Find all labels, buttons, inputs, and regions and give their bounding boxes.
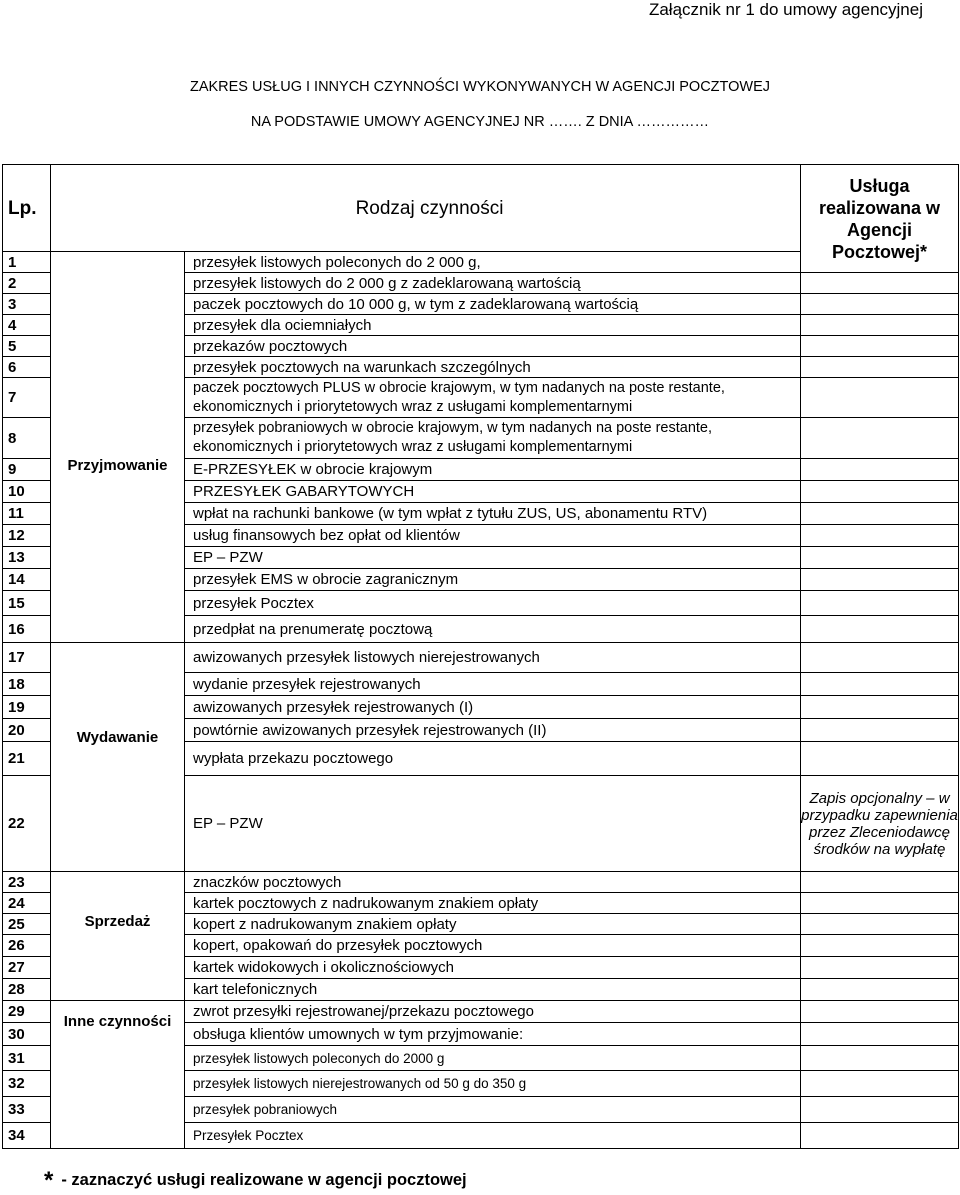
service-checkbox-cell[interactable] [801, 481, 959, 503]
row-lp: 28 [3, 979, 51, 1001]
row-lp: 4 [3, 315, 51, 336]
service-checkbox-cell[interactable] [801, 957, 959, 979]
row-activity: znaczków pocztowych [185, 872, 801, 893]
row-activity: usług finansowych bez opłat od klientów [185, 525, 801, 547]
service-checkbox-cell[interactable] [801, 673, 959, 696]
header-lp: Lp. [3, 165, 51, 252]
table-header-row [3, 165, 959, 252]
service-checkbox-cell[interactable] [801, 643, 959, 673]
row-activity: obsługa klientów umownych w tym przyjmowanie: [185, 1023, 801, 1046]
service-checkbox-cell[interactable] [801, 315, 959, 336]
service-checkbox-cell[interactable] [801, 1097, 959, 1123]
service-checkbox-cell[interactable] [801, 378, 959, 418]
row-lp: 24 [3, 893, 51, 914]
row-lp: 17 [3, 643, 51, 673]
row-lp: 26 [3, 935, 51, 957]
service-checkbox-cell[interactable] [801, 696, 959, 719]
row-lp: 16 [3, 616, 51, 643]
service-checkbox-cell[interactable] [801, 357, 959, 378]
row-activity: kopert z nadrukowanym znakiem opłaty [185, 914, 801, 935]
row-activity: Przesyłek Pocztex [185, 1123, 801, 1149]
service-checkbox-cell[interactable] [801, 1023, 959, 1046]
row-lp: 2 [3, 273, 51, 294]
row-lp: 13 [3, 547, 51, 569]
optional-note: Zapis opcjonalny – w przypadku zapewnienia przez Zleceniodawcę środków na wypłatę [801, 776, 959, 872]
service-checkbox-cell[interactable] [801, 294, 959, 315]
row-activity: kartek pocztowych z nadrukowanym znakiem opłaty [185, 893, 801, 914]
row-activity: EP – PZW [185, 547, 801, 569]
row-lp: 3 [3, 294, 51, 315]
row-lp: 22 [3, 776, 51, 872]
row-lp: 1 [3, 252, 51, 273]
row-lp: 12 [3, 525, 51, 547]
service-checkbox-cell[interactable] [801, 719, 959, 742]
row-activity: przesyłek Pocztex [185, 591, 801, 616]
row-lp: 21 [3, 742, 51, 776]
row-lp: 9 [3, 459, 51, 481]
service-checkbox-cell[interactable] [801, 1071, 959, 1097]
row-activity: przesyłek listowych poleconych do 2 000 g, [185, 252, 801, 273]
row-activity: paczek pocztowych PLUS w obrocie krajowym, w tym nadanych na poste restante, ekonomicznych i priorytetowych wraz z usługami komplementarnymi [185, 378, 801, 418]
annex-label: Załącznik nr 1 do umowy agencyjnej [648, 0, 923, 19]
service-checkbox-cell[interactable] [801, 1001, 959, 1023]
service-checkbox-cell[interactable] [801, 569, 959, 591]
row-activity: kartek widokowych i okolicznościowych [185, 957, 801, 979]
row-activity: E-PRZESYŁEK w obrocie krajowym [185, 459, 801, 481]
row-activity: wydanie przesyłek rejestrowanych [185, 673, 801, 696]
row-activity: PRZESYŁEK GABARYTOWYCH [185, 481, 801, 503]
header-service: Usługa realizowana w Agencji Pocztowej* [801, 165, 959, 273]
row-lp: 5 [3, 336, 51, 357]
row-activity: kart telefonicznych [185, 979, 801, 1001]
row-lp: 29 [3, 1001, 51, 1023]
category-sale: Sprzedaż [51, 872, 185, 1001]
row-activity: awizowanych przesyłek rejestrowanych (I) [185, 696, 801, 719]
service-checkbox-cell[interactable] [801, 893, 959, 914]
row-activity: awizowanych przesyłek listowych nierejestrowanych [185, 643, 801, 673]
table-row [3, 1001, 959, 1023]
service-checkbox-cell[interactable] [801, 742, 959, 776]
row-activity: wpłat na rachunki bankowe (w tym wpłat z tytułu ZUS, US, abonamentu RTV) [185, 503, 801, 525]
header-activity: Rodzaj czynności [51, 165, 801, 252]
row-activity: przesyłek EMS w obrocie zagranicznym [185, 569, 801, 591]
row-lp: 25 [3, 914, 51, 935]
row-lp: 15 [3, 591, 51, 616]
row-activity: paczek pocztowych do 10 000 g, w tym z zadeklarowaną wartością [185, 294, 801, 315]
row-lp: 33 [3, 1097, 51, 1123]
row-lp: 18 [3, 673, 51, 696]
service-checkbox-cell[interactable] [801, 914, 959, 935]
service-checkbox-cell[interactable] [801, 616, 959, 643]
services-table [2, 164, 959, 1149]
row-activity: kopert, opakowań do przesyłek pocztowych [185, 935, 801, 957]
service-checkbox-cell[interactable] [801, 591, 959, 616]
row-activity: przesyłek listowych nierejestrowanych od 50 g do 350 g [185, 1071, 801, 1097]
service-checkbox-cell[interactable] [801, 1046, 959, 1071]
row-activity: przesyłek listowych poleconych do 2000 g [185, 1046, 801, 1071]
row-activity: przesyłek listowych do 2 000 g z zadeklarowaną wartością [185, 273, 801, 294]
row-activity: przesyłek pobraniowych [185, 1097, 801, 1123]
table-row [3, 872, 959, 893]
document-title: ZAKRES USŁUG I INNYCH CZYNNOŚCI WYKONYWANYCH W AGENCJI POCZTOWEJ [189, 79, 771, 95]
document-subtitle: NA PODSTAWIE UMOWY AGENCYJNEJ NR ……. Z DNIA …………… [250, 114, 710, 130]
row-lp: 23 [3, 872, 51, 893]
service-checkbox-cell[interactable] [801, 336, 959, 357]
category-acceptance: Przyjmowanie [51, 252, 185, 643]
service-checkbox-cell[interactable] [801, 418, 959, 459]
row-activity: powtórnie awizowanych przesyłek rejestrowanych (II) [185, 719, 801, 742]
service-checkbox-cell[interactable] [801, 459, 959, 481]
row-activity: przesyłek dla ociemniałych [185, 315, 801, 336]
table-row [3, 643, 959, 673]
row-lp: 8 [3, 418, 51, 459]
row-lp: 7 [3, 378, 51, 418]
row-lp: 20 [3, 719, 51, 742]
row-activity: przesyłek pobraniowych w obrocie krajowym, w tym nadanych na poste restante, ekonomicznych i priorytetowych wraz z usługami komplementarnymi [185, 418, 801, 459]
row-lp: 31 [3, 1046, 51, 1071]
service-checkbox-cell[interactable] [801, 547, 959, 569]
row-lp: 32 [3, 1071, 51, 1097]
row-lp: 19 [3, 696, 51, 719]
row-lp: 6 [3, 357, 51, 378]
service-checkbox-cell[interactable] [801, 503, 959, 525]
service-checkbox-cell[interactable] [801, 935, 959, 957]
row-lp: 34 [3, 1123, 51, 1149]
row-lp: 11 [3, 503, 51, 525]
row-lp: 10 [3, 481, 51, 503]
category-delivery: Wydawanie [51, 643, 185, 872]
footnote-star: * [44, 1167, 54, 1194]
footnote [44, 1167, 467, 1195]
service-checkbox-cell[interactable] [801, 525, 959, 547]
service-checkbox-cell[interactable] [801, 273, 959, 294]
service-checkbox-cell[interactable] [801, 872, 959, 893]
service-checkbox-cell[interactable] [801, 979, 959, 1001]
row-activity: przekazów pocztowych [185, 336, 801, 357]
category-other: Inne czynności [51, 1001, 185, 1149]
row-activity: wypłata przekazu pocztowego [185, 742, 801, 776]
row-lp: 14 [3, 569, 51, 591]
service-checkbox-cell[interactable] [801, 1123, 959, 1149]
row-lp: 30 [3, 1023, 51, 1046]
row-activity: przesyłek pocztowych na warunkach szczególnych [185, 357, 801, 378]
row-activity: EP – PZW [185, 776, 801, 872]
row-lp: 27 [3, 957, 51, 979]
row-activity: zwrot przesyłki rejestrowanej/przekazu pocztowego [185, 1001, 801, 1023]
footnote-text: - zaznaczyć usługi realizowane w agencji pocztowej [61, 1171, 467, 1189]
row-activity: przedpłat na prenumeratę pocztową [185, 616, 801, 643]
